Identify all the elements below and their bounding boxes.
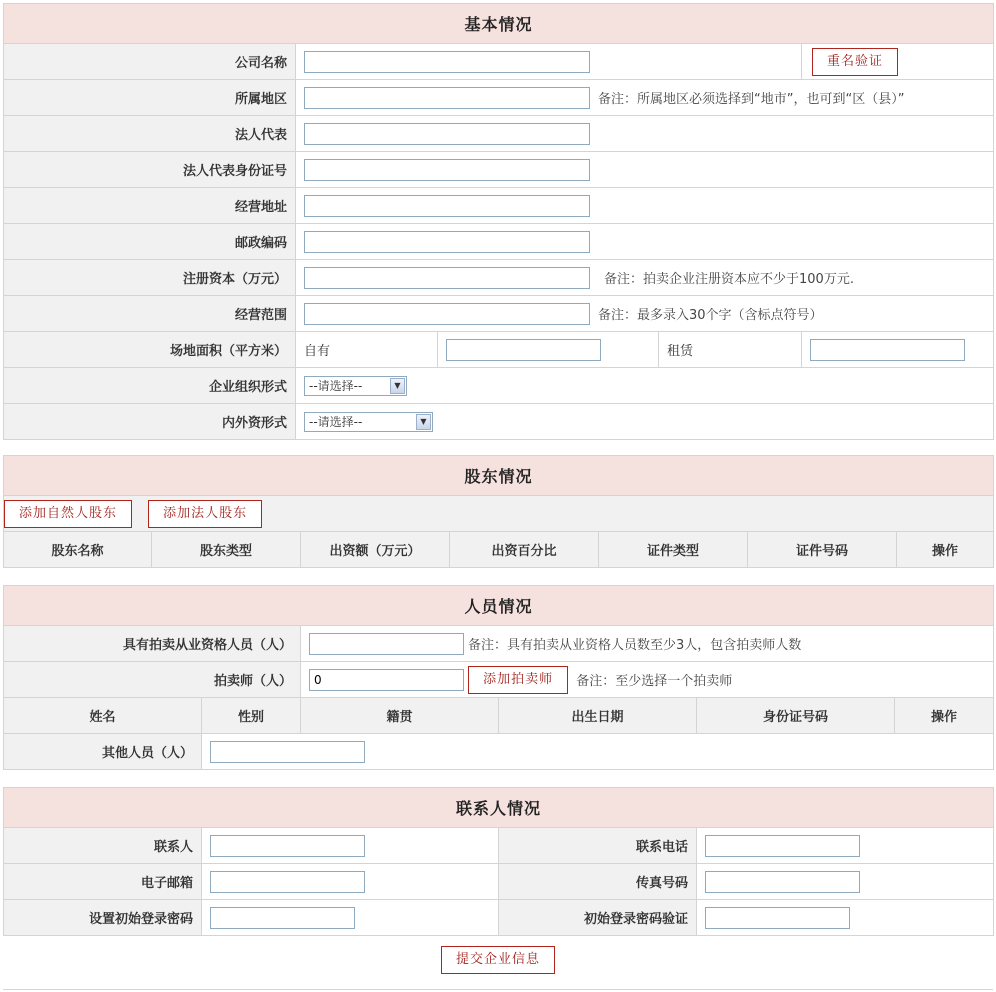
area-label: 场地面积（平方米） [4,332,296,368]
other-staff-label: 其他人员（人） [4,734,202,770]
contact-phone-input[interactable] [705,835,860,857]
auctioneer-label: 拍卖师（人） [4,662,301,698]
shareholders-table [3,455,994,568]
password-label: 设置初始登录密码 [4,900,202,936]
basic-info-table [3,3,994,440]
staff-title: 人员情况 [4,586,994,626]
contact-phone-label: 联系电话 [499,828,697,864]
invest-form-value: --请选择-- [309,414,363,429]
col-id-number: 证件号码 [748,532,897,568]
col-shareholder-name: 股东名称 [4,532,152,568]
org-form-select[interactable] [304,376,407,396]
shareholders-title: 股东情况 [4,456,994,496]
chevron-down-icon: ▼ [390,378,405,394]
password-input[interactable] [210,907,355,929]
col-investment: 出资额（万元） [301,532,450,568]
add-auctioneer-button[interactable]: 添加拍卖师 [468,666,568,694]
company-name-label: 公司名称 [4,44,296,80]
region-note: 备注：所属地区必须选择到“地市”，也可到“区（县）” [598,92,905,107]
password-confirm-input[interactable] [705,907,850,929]
col-name: 姓名 [4,698,202,734]
col-id-type: 证件类型 [599,532,748,568]
qualified-staff-label: 具有拍卖从业资格人员（人） [4,626,301,662]
qualified-staff-input[interactable] [309,633,464,655]
staff-table [3,585,994,770]
address-input[interactable] [304,195,590,217]
fax-input[interactable] [705,871,860,893]
scope-input[interactable] [304,303,590,325]
col-native-place: 籍贯 [301,698,499,734]
other-staff-input[interactable] [210,741,365,763]
area-rent-input[interactable] [810,339,965,361]
submit-area [0,946,996,974]
col-shareholder-type: 股东类型 [152,532,301,568]
area-rent-label: 租赁 [659,332,802,368]
region-label: 所属地区 [4,80,296,116]
invest-form-select[interactable] [304,412,433,432]
qualified-staff-note: 备注：具有拍卖从业资格人员数至少3人，包含拍卖师人数 [468,638,802,653]
area-own-label: 自有 [296,332,438,368]
basic-info-title: 基本情况 [4,4,994,44]
address-label: 经营地址 [4,188,296,224]
contact-person-label: 联系人 [4,828,202,864]
password-confirm-label: 初始登录密码验证 [499,900,697,936]
capital-label: 注册资本（万元） [4,260,296,296]
auctioneer-note: 备注：至少选择一个拍卖师 [576,674,733,689]
col-gender: 性别 [202,698,301,734]
rename-check-button[interactable]: 重名验证 [812,48,898,76]
bottom-divider [3,989,993,990]
auctioneer-count-input[interactable] [309,669,464,691]
legal-rep-id-label: 法人代表身份证号 [4,152,296,188]
postcode-label: 邮政编码 [4,224,296,260]
add-legal-shareholder-button[interactable]: 添加法人股东 [148,500,262,528]
contact-title: 联系人情况 [4,788,994,828]
col-actions: 操作 [897,532,994,568]
col-investment-percent: 出资百分比 [450,532,599,568]
scope-label: 经营范围 [4,296,296,332]
invest-form-label: 内外资形式 [4,404,296,440]
legal-rep-label: 法人代表 [4,116,296,152]
contact-table [3,787,994,936]
email-input[interactable] [210,871,365,893]
capital-input[interactable] [304,267,590,289]
legal-rep-input[interactable] [304,123,590,145]
area-own-input[interactable] [446,339,601,361]
contact-person-input[interactable] [210,835,365,857]
legal-rep-id-input[interactable] [304,159,590,181]
scope-note: 备注：最多录入30个字（含标点符号） [598,308,823,323]
capital-note: 备注：拍卖企业注册资本应不少于100万元. [604,272,854,287]
company-name-input[interactable] [304,51,590,73]
org-form-label: 企业组织形式 [4,368,296,404]
fax-label: 传真号码 [499,864,697,900]
region-input[interactable] [304,87,590,109]
add-person-shareholder-button[interactable]: 添加自然人股东 [4,500,132,528]
col-staff-actions: 操作 [895,698,994,734]
email-label: 电子邮箱 [4,864,202,900]
chevron-down-icon: ▼ [416,414,431,430]
org-form-value: --请选择-- [309,378,363,393]
col-id-card: 身份证号码 [697,698,895,734]
submit-company-button[interactable]: 提交企业信息 [441,946,555,974]
postcode-input[interactable] [304,231,590,253]
col-birth-date: 出生日期 [499,698,697,734]
